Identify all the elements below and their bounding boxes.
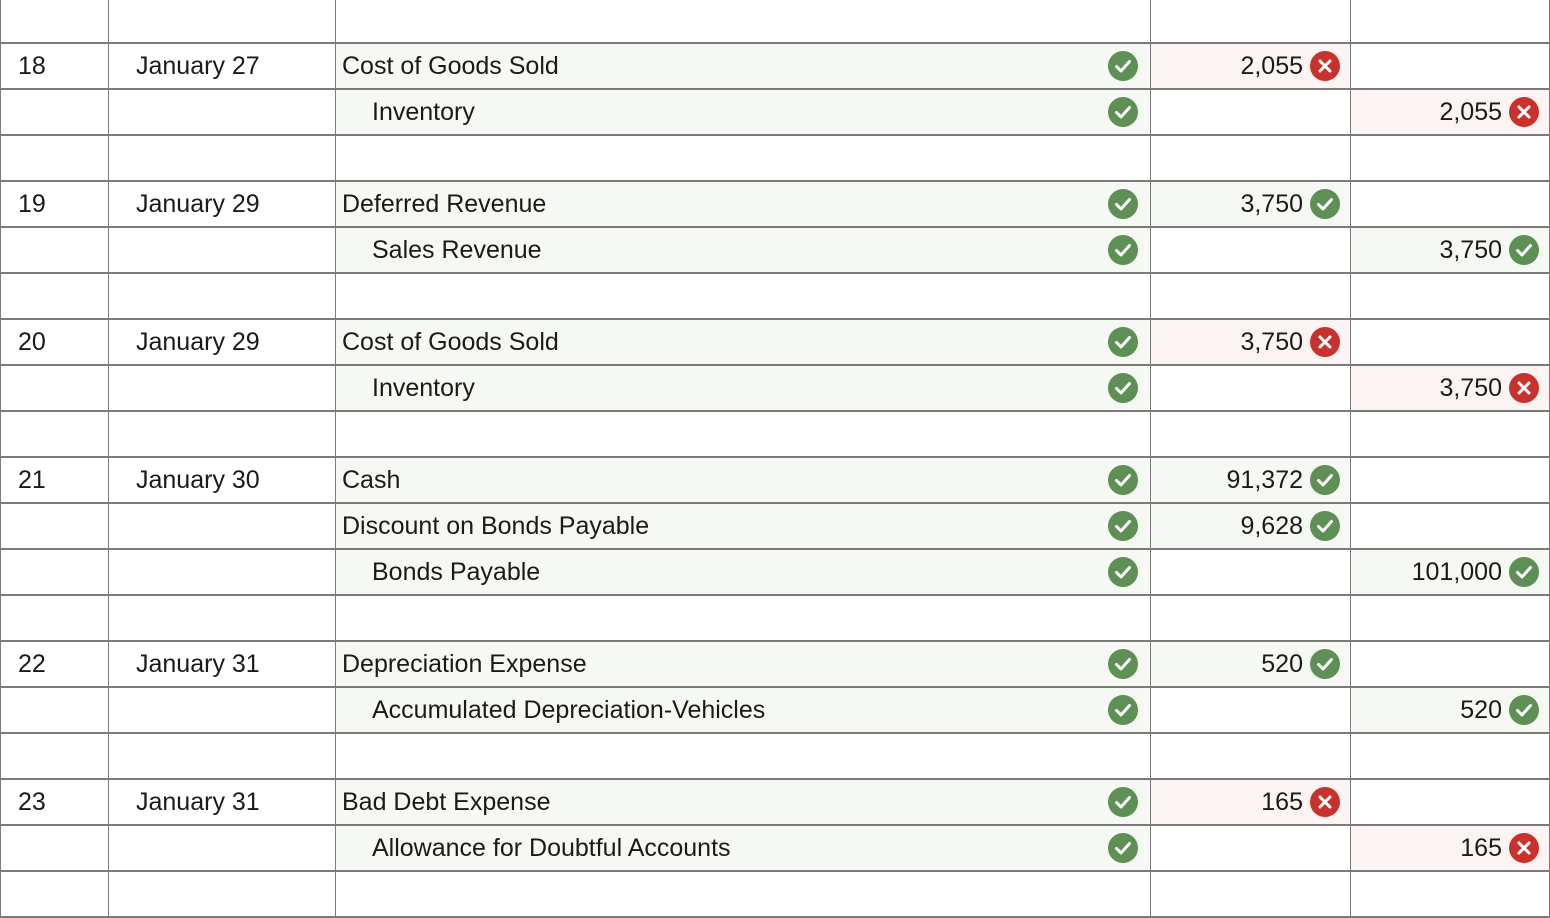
check-icon	[1108, 327, 1138, 357]
account-cell	[335, 872, 1150, 918]
account-name: Allowance for Doubtful Accounts	[372, 833, 731, 862]
x-icon	[1509, 833, 1539, 863]
date-cell	[108, 596, 335, 642]
account-cell	[335, 734, 1150, 780]
check-icon	[1509, 235, 1539, 265]
table-row	[0, 320, 1550, 366]
check-icon	[1108, 649, 1138, 679]
credit-input[interactable]	[1350, 504, 1550, 550]
entry-date: January 29	[136, 189, 260, 218]
credit-input[interactable]	[1350, 182, 1550, 228]
date-cell	[108, 228, 335, 274]
date-cell	[108, 274, 335, 320]
entry-number-cell	[0, 780, 108, 826]
account-name: Inventory	[372, 97, 475, 126]
account-name: Accumulated Depreciation-Vehicles	[372, 695, 766, 724]
table-row	[0, 872, 1550, 918]
table-row	[0, 642, 1550, 688]
account-select[interactable]	[335, 320, 1150, 366]
debit-input[interactable]	[1150, 182, 1350, 228]
entry-number-cell	[0, 642, 108, 688]
date-cell	[108, 780, 335, 826]
date-cell	[108, 320, 335, 366]
entry-number: 18	[18, 51, 46, 80]
account-name: Depreciation Expense	[342, 649, 587, 678]
debit-amount: 2,055	[1240, 51, 1303, 80]
entry-number-cell	[0, 412, 108, 458]
table-row	[0, 228, 1550, 274]
entry-number: 22	[18, 649, 46, 678]
account-name: Bad Debt Expense	[342, 787, 551, 816]
account-name: Discount on Bonds Payable	[342, 511, 650, 540]
debit-cell	[1150, 136, 1350, 182]
debit-input[interactable]	[1150, 366, 1350, 412]
entry-number-cell	[0, 504, 108, 550]
date-cell	[108, 642, 335, 688]
entry-date: January 27	[136, 51, 260, 80]
entry-number: 23	[18, 787, 46, 816]
check-icon	[1108, 833, 1138, 863]
account-select[interactable]	[335, 366, 1150, 412]
check-icon	[1108, 695, 1138, 725]
check-icon	[1108, 189, 1138, 219]
debit-input[interactable]	[1150, 44, 1350, 90]
entry-number-cell	[0, 44, 108, 90]
entry-number-cell	[0, 366, 108, 412]
entry-number-cell	[0, 688, 108, 734]
debit-input[interactable]	[1150, 90, 1350, 136]
x-icon	[1310, 51, 1340, 81]
table-row	[0, 182, 1550, 228]
account-cell	[335, 274, 1150, 320]
credit-amount: 3,750	[1439, 373, 1502, 402]
credit-amount: 520	[1460, 695, 1502, 724]
account-select[interactable]	[335, 228, 1150, 274]
account-cell	[335, 136, 1150, 182]
debit-cell	[1150, 872, 1350, 918]
date-cell	[108, 826, 335, 872]
credit-input[interactable]	[1350, 780, 1550, 826]
account-cell	[335, 0, 1150, 44]
debit-amount: 3,750	[1240, 189, 1303, 218]
table-row	[0, 826, 1550, 872]
credit-cell	[1350, 136, 1550, 182]
debit-input[interactable]	[1150, 642, 1350, 688]
account-select[interactable]	[335, 182, 1150, 228]
account-name: Cash	[342, 465, 401, 494]
table-row	[0, 0, 1550, 44]
credit-amount: 165	[1460, 833, 1502, 862]
credit-amount: 2,055	[1439, 97, 1502, 126]
check-icon	[1108, 787, 1138, 817]
date-cell	[108, 550, 335, 596]
credit-amount: 3,750	[1439, 235, 1502, 264]
entry-number: 20	[18, 327, 46, 356]
account-select[interactable]	[335, 688, 1150, 734]
entry-number-cell	[0, 826, 108, 872]
account-name: Deferred Revenue	[342, 189, 547, 218]
credit-input[interactable]	[1350, 550, 1550, 596]
credit-cell	[1350, 596, 1550, 642]
entry-number-cell	[0, 596, 108, 642]
account-select[interactable]	[335, 90, 1150, 136]
account-select[interactable]	[335, 642, 1150, 688]
entry-number-cell	[0, 90, 108, 136]
account-name: Cost of Goods Sold	[342, 327, 559, 356]
check-icon	[1310, 465, 1340, 495]
account-name: Bonds Payable	[372, 557, 541, 586]
entry-number-cell	[0, 136, 108, 182]
account-select[interactable]	[335, 826, 1150, 872]
date-cell	[108, 688, 335, 734]
entry-number-cell	[0, 182, 108, 228]
entry-number: 21	[18, 465, 46, 494]
table-row	[0, 688, 1550, 734]
entry-number-cell	[0, 320, 108, 366]
x-icon	[1509, 373, 1539, 403]
credit-input[interactable]	[1350, 366, 1550, 412]
x-icon	[1509, 97, 1539, 127]
account-name: Inventory	[372, 373, 475, 402]
debit-cell	[1150, 596, 1350, 642]
account-select[interactable]	[335, 550, 1150, 596]
date-cell	[108, 412, 335, 458]
date-cell	[108, 90, 335, 136]
debit-amount: 9,628	[1240, 511, 1303, 540]
debit-input[interactable]	[1150, 826, 1350, 872]
check-icon	[1310, 189, 1340, 219]
table-row	[0, 366, 1550, 412]
debit-input[interactable]	[1150, 228, 1350, 274]
entry-date: January 29	[136, 327, 260, 356]
entry-number-cell	[0, 872, 108, 918]
date-cell	[108, 182, 335, 228]
entry-number-cell	[0, 550, 108, 596]
check-icon	[1108, 557, 1138, 587]
date-cell	[108, 44, 335, 90]
check-icon	[1108, 511, 1138, 541]
table-row	[0, 274, 1550, 320]
credit-cell	[1350, 734, 1550, 780]
check-icon	[1108, 373, 1138, 403]
debit-amount: 165	[1261, 787, 1303, 816]
date-cell	[108, 504, 335, 550]
entry-number-cell	[0, 274, 108, 320]
debit-amount: 520	[1261, 649, 1303, 678]
entry-date: January 30	[136, 465, 260, 494]
date-cell	[108, 0, 335, 44]
account-name: Cost of Goods Sold	[342, 51, 559, 80]
entry-number-cell	[0, 228, 108, 274]
debit-amount: 91,372	[1226, 465, 1303, 494]
credit-input[interactable]	[1350, 688, 1550, 734]
entry-number-cell	[0, 734, 108, 780]
check-icon	[1509, 695, 1539, 725]
debit-amount: 3,750	[1240, 327, 1303, 356]
entry-number: 19	[18, 189, 46, 218]
table-row	[0, 734, 1550, 780]
date-cell	[108, 136, 335, 182]
date-cell	[108, 458, 335, 504]
table-row	[0, 458, 1550, 504]
debit-input[interactable]	[1150, 550, 1350, 596]
date-cell	[108, 872, 335, 918]
account-select[interactable]	[335, 44, 1150, 90]
check-icon	[1108, 235, 1138, 265]
entry-date: January 31	[136, 787, 260, 816]
debit-input[interactable]	[1150, 320, 1350, 366]
account-select[interactable]	[335, 780, 1150, 826]
debit-input[interactable]	[1150, 458, 1350, 504]
credit-input[interactable]	[1350, 458, 1550, 504]
table-row	[0, 44, 1550, 90]
x-icon	[1310, 327, 1340, 357]
table-row	[0, 90, 1550, 136]
credit-cell	[1350, 274, 1550, 320]
account-cell	[335, 412, 1150, 458]
check-icon	[1108, 97, 1138, 127]
account-name: Sales Revenue	[372, 235, 542, 264]
credit-input[interactable]	[1350, 826, 1550, 872]
entry-number-cell	[0, 0, 108, 44]
debit-input[interactable]	[1150, 780, 1350, 826]
check-icon	[1310, 511, 1340, 541]
table-row	[0, 504, 1550, 550]
credit-input[interactable]	[1350, 90, 1550, 136]
check-icon	[1509, 557, 1539, 587]
debit-cell	[1150, 734, 1350, 780]
credit-input[interactable]	[1350, 228, 1550, 274]
date-cell	[108, 366, 335, 412]
account-cell	[335, 596, 1150, 642]
table-row	[0, 780, 1550, 826]
debit-cell	[1150, 274, 1350, 320]
table-row	[0, 136, 1550, 182]
check-icon	[1108, 51, 1138, 81]
credit-cell	[1350, 0, 1550, 44]
account-select[interactable]	[335, 458, 1150, 504]
debit-input[interactable]	[1150, 504, 1350, 550]
entry-number-cell	[0, 458, 108, 504]
debit-cell	[1150, 412, 1350, 458]
entry-date: January 31	[136, 649, 260, 678]
table-row	[0, 596, 1550, 642]
credit-input[interactable]	[1350, 320, 1550, 366]
check-icon	[1310, 649, 1340, 679]
credit-input[interactable]	[1350, 642, 1550, 688]
credit-cell	[1350, 412, 1550, 458]
date-cell	[108, 734, 335, 780]
check-icon	[1108, 465, 1138, 495]
table-row	[0, 550, 1550, 596]
credit-input[interactable]	[1350, 44, 1550, 90]
credit-cell	[1350, 872, 1550, 918]
debit-cell	[1150, 0, 1350, 44]
account-select[interactable]	[335, 504, 1150, 550]
credit-amount: 101,000	[1411, 557, 1502, 586]
debit-input[interactable]	[1150, 688, 1350, 734]
table-row	[0, 412, 1550, 458]
x-icon	[1310, 787, 1340, 817]
